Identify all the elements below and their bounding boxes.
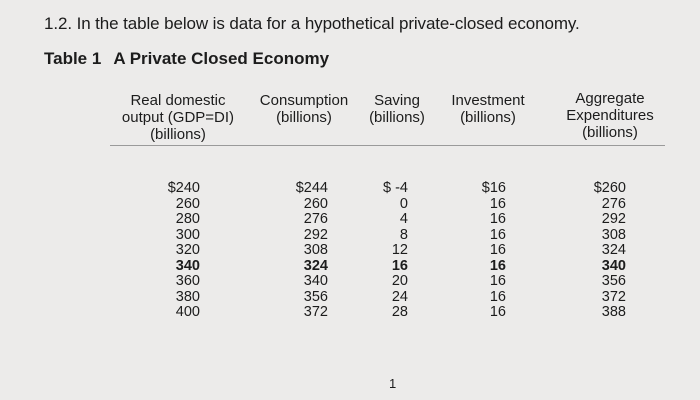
saving-cell: 24 xyxy=(391,288,408,305)
saving-cell: 16 xyxy=(391,257,408,274)
consumption-cell: 292 xyxy=(303,226,328,243)
header-aggregate-line-1: Aggregate xyxy=(575,90,645,107)
consumption-cell: $244 xyxy=(295,180,328,196)
aggregate-cell: 340 xyxy=(601,257,626,274)
gdp-cell: 320 xyxy=(175,242,200,258)
column-consumption xyxy=(280,181,328,321)
table-number: Table 1 xyxy=(44,49,102,68)
saving-cell: 0 xyxy=(399,195,408,212)
aggregate-cell: $260 xyxy=(593,180,626,196)
header-consumption-line-2: (billions) xyxy=(276,109,332,126)
aggregate-cell: 372 xyxy=(601,288,626,305)
gdp-cell: 400 xyxy=(175,304,200,320)
intro-text: 1.2. In the table below is data for a hypothetical private-closed economy. xyxy=(44,14,580,33)
header-aggregate-line-2: Expenditures xyxy=(566,107,654,124)
consumption-cell: 260 xyxy=(303,195,328,212)
header-aggregate xyxy=(556,90,664,141)
aggregate-cell: 276 xyxy=(601,195,626,212)
consumption-cell: 308 xyxy=(303,242,328,258)
header-saving xyxy=(362,92,432,126)
gdp-cell: 380 xyxy=(175,288,200,305)
saving-cell: 4 xyxy=(399,211,408,227)
gdp-cell: 280 xyxy=(175,211,200,227)
saving-cell: $ -4 xyxy=(383,180,408,196)
gdp-cell: 300 xyxy=(175,226,200,243)
aggregate-cell: 356 xyxy=(601,273,626,289)
header-gdp-line-2: output (GDP=DI) xyxy=(121,109,235,126)
investment-cell: 16 xyxy=(489,226,506,243)
consumption-cell: 372 xyxy=(303,304,328,320)
header-saving-line-1: Saving xyxy=(374,92,420,109)
consumption-cell: 324 xyxy=(303,257,328,274)
aggregate-cell: 292 xyxy=(601,211,626,227)
saving-cell: 28 xyxy=(391,304,408,320)
header-investment xyxy=(443,92,533,126)
header-investment-line-1: Investment xyxy=(451,92,525,109)
table-name: A Private Closed Economy xyxy=(113,49,330,68)
investment-cell: 16 xyxy=(489,211,506,227)
gdp-cell: 340 xyxy=(175,257,200,274)
header-saving-line-2: (billions) xyxy=(369,109,425,126)
header-gdp xyxy=(112,92,244,143)
header-aggregate-line-3: (billions) xyxy=(582,124,638,141)
saving-cell: 8 xyxy=(399,226,408,243)
investment-cell: 16 xyxy=(489,257,506,274)
header-divider xyxy=(110,145,665,146)
investment-cell: 16 xyxy=(489,304,506,320)
investment-cell: 16 xyxy=(489,273,506,289)
aggregate-cell: 388 xyxy=(601,304,626,320)
investment-cell: 16 xyxy=(489,242,506,258)
column-saving xyxy=(376,181,408,321)
column-investment xyxy=(466,181,506,321)
saving-cell: 20 xyxy=(391,273,408,289)
consumption-cell: 356 xyxy=(303,288,328,305)
column-aggregate xyxy=(578,181,626,321)
table-title xyxy=(44,49,329,69)
header-gdp-line-3: (billions) xyxy=(150,126,206,143)
consumption-cell: 276 xyxy=(303,211,328,227)
gdp-cell: 360 xyxy=(175,273,200,289)
page-number: 1 xyxy=(389,376,397,391)
saving-cell: 12 xyxy=(391,242,408,258)
column-gdp xyxy=(152,181,200,321)
header-consumption xyxy=(252,92,356,126)
investment-cell: 16 xyxy=(489,288,506,305)
gdp-cell: $240 xyxy=(167,180,200,196)
header-investment-line-2: (billions) xyxy=(460,109,516,126)
investment-cell: 16 xyxy=(489,195,506,212)
header-consumption-line-1: Consumption xyxy=(259,92,349,109)
gdp-cell: 260 xyxy=(175,195,200,212)
investment-cell: $16 xyxy=(481,180,506,196)
header-gdp-line-1: Real domestic xyxy=(130,92,226,109)
consumption-cell: 340 xyxy=(303,273,328,289)
aggregate-cell: 308 xyxy=(601,226,626,243)
aggregate-cell: 324 xyxy=(601,242,626,258)
